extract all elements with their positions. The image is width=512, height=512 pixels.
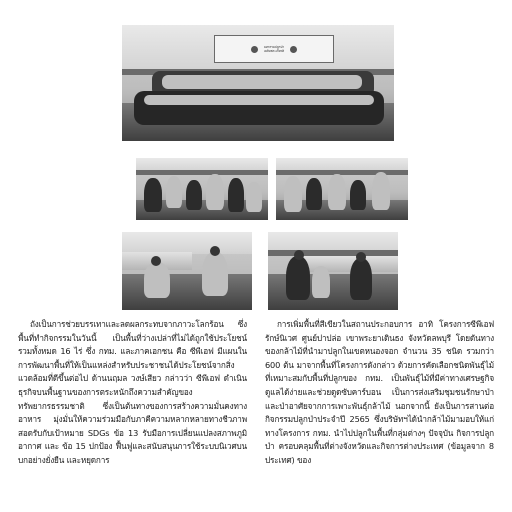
group-photo [122, 25, 394, 141]
event-banner [214, 35, 334, 63]
banner-text: มหกรรมปลูกป่า เฉลิมพระเกียรติ [263, 45, 285, 53]
planting-photo-left [136, 158, 268, 220]
tree-planting-photo [122, 232, 252, 310]
riverside-planting-photo [268, 232, 398, 310]
planting-photo-right [276, 158, 408, 220]
article-column-left [18, 318, 247, 512]
article-paragraph-left: ถังเป็นการช่วยบรรเทาและลดผลกระทบจากภาวะโลกร้อน ซึ่งพื้นที่ทำกิจกรรมในวันนี้ เป็นพื้นที่ว่างเปล่าที่ไม่ได้ถูกใช้ประโยชน์ รวมทั้งหมด 16 ไร่ ซึ่ง กทม. และภาคเอกชน คือ ซีพีเอฟ มีแผนในการพัฒนาพื้นที่ให้เป็นแหล่งสำหรับประชาชนได้ประโยชน์จากสิ่งแวดล้อมที่ดีขึ้นต่อไป ด้านนฤมล วงษ์เสียว กล่าวว่า ซีพีเอฟ ดำเนินธุรกิจบนพื้นฐานของการตระหนักถึงความสำคัญของทรัพยากรธรรมชาติ ซึ่งเป็นต้นทางของการสร้างความมั่นคงทางอาหาร มุ่งมั่นให้ความร่วมมือกับภาคีความหลากหลายทางชีวภาพ สอดรับกับเป้าหมาย SDGs ข้อ 13 รับมือการเปลี่ยนแปลงสภาพภูมิอากาศ และ ข้อ 15 ปกป้อง ฟื้นฟูและสนับสนุนการใช้ระบบนิเวศบนบกอย่างยั่งยืน และหยุดการ [18, 319, 247, 465]
organization-logo-icon [251, 46, 258, 53]
article-column-right [265, 318, 494, 512]
sponsor-logo-icon [290, 46, 297, 53]
article-paragraph-right: การเพิ่มพื้นที่สีเขียวในสถานประกอบการ อาทิ โครงการซีพีเอฟ รักษ์นิเวศ ศูนย์ปาปล่อ เขาพระยาเดินธง จังหวัดลพบุรี โดยดันทางของกล้าไม้ที่นำมาปลูกในเขตหนองจอก จำนวน 35 ชนิด รวมกว่า 600 ต้น มาจากพื้นที่โครงการดังกล่าว ด้วยการคัดเลือกชนิดพันธุ์ไม้ที่เหมาะสมกับพื้นที่ปลูกของ กทม. เป็นพันธุ์ไม้ที่มีค่าทางเศรษฐกิจ ดูแลได้ง่ายและช่วยดูดซับคาร์บอน เป็นการส่งเสริมชุมชนรักษาป่าและป่าอาศัยจากการเพาะพันธุ์กล้าไม้ นอกจากนี้ ยังเป็นการสานต่อกิจกรรมปลูกป่าประจำปี 2565 ซึ่งบริษัทฯได้นำกล้าไม้มามอบให้แก่ทางโครงการ กทม. นำไปปลูกในพื้นที่กลุ่มต่างๆ ปัจจุบัน กิจการปลูกป่า ครอบคลุมพื้นที่ต่างจังหวัดและกิจการต่างประเทศ (ข้อมูลจาก 8 ประเทศ) ของ [265, 319, 494, 465]
